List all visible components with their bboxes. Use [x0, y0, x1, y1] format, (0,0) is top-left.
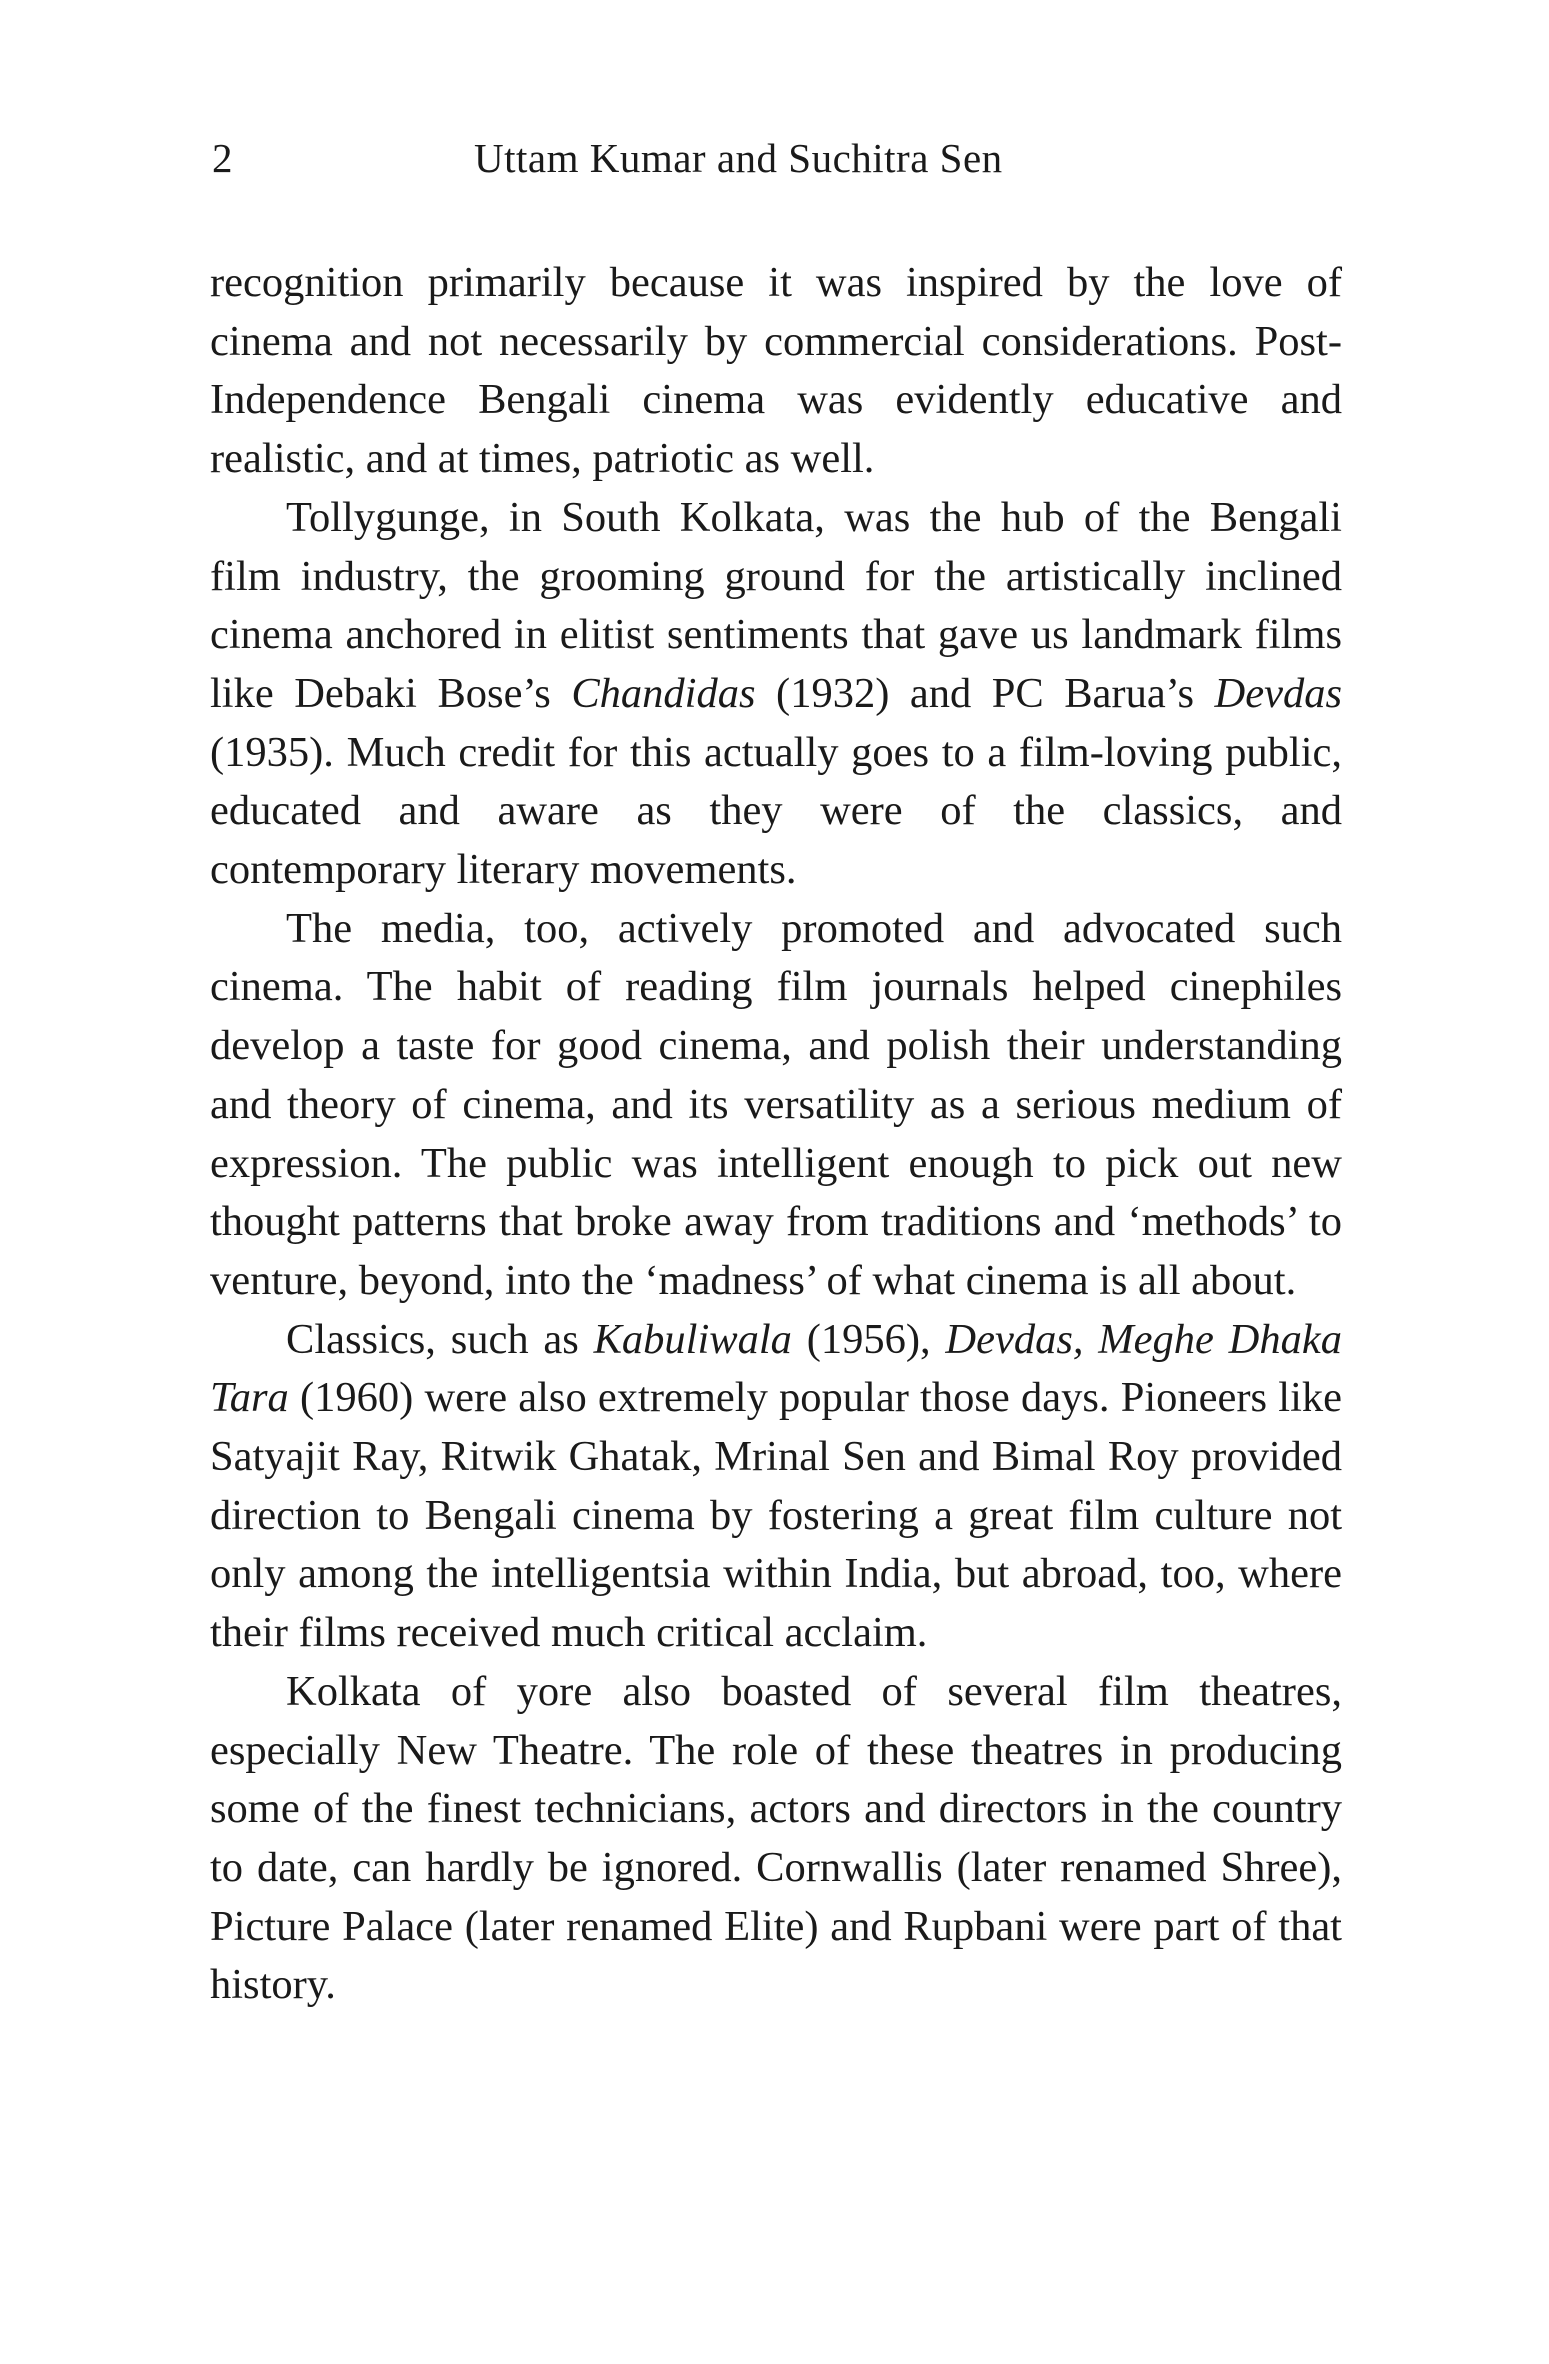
running-head — [212, 128, 1342, 188]
paragraph-3 — [210, 900, 1342, 1311]
running-title: Uttam Kumar and Suchitra Sen — [474, 135, 1003, 181]
paragraph-4 — [210, 1311, 1342, 1663]
page-number: 2 — [212, 135, 233, 181]
paragraph-2-text-c: (1935). Much credit for this actually goes to a film-loving public, educated and aware as they were of the classics, and contemporary literary movements. — [210, 728, 1342, 894]
film-title-devdas-meghe-dhaka-tara: Devdas, Meghe Dhaka Tara — [210, 1315, 1342, 1422]
paragraph-4-text-c: (1960) were also extremely popular those days. Pioneers like Satyajit Ray, Ritwik Ghatak, Mrinal Sen and Bimal Roy provided direction to Bengali cinema by fostering a great film culture not only among the intelligentsia within India, but abroad, too, where their films received much critical acclaim. — [210, 1374, 1342, 1657]
paragraph-2-text-b: (1932) and PC Barua’s — [755, 669, 1215, 717]
paragraph-4-text-a: Classics, such as — [286, 1315, 594, 1363]
film-title-devdas: Devdas — [1214, 669, 1342, 717]
paragraph-1-text: recognition primarily because it was inspired by the love of cinema and not necessarily by commercial considerations. Post-Independence Bengali cinema was evidently educative and realistic, and at times, patriotic as well. — [210, 259, 1342, 483]
paragraph-3-text: The media, too, actively promoted and advocated such cinema. The habit of reading film journals helped cinephiles develop a taste for good cinema, and polish their understanding and theory of cinema, and its versatility as a serious medium of expression. The public was intelligent enough to pick out new thought patterns that broke away from traditions and ‘methods’ to venture, beyond, into the ‘madness’ of what cinema is all about. — [210, 904, 1342, 1304]
paragraph-4-text-b: (1956), — [791, 1315, 946, 1363]
film-title-chandidas: Chandidas — [571, 669, 756, 717]
film-title-kabuliwala: Kabuliwala — [593, 1315, 792, 1363]
paragraph-5-text: Kolkata of yore also boasted of several film theatres, especially New Theatre. The role of these theatres in producing some of the finest technicians, actors and directors in the country to date, can hardly be ignored. Cornwallis (later renamed Shree), Picture Palace (later renamed Elite) and Rupbani were part of that history. — [210, 1667, 1342, 2009]
paragraph-2 — [210, 489, 1342, 900]
paragraph-2-text-a: Tollygunge, in South Kolkata, was the hub of the Bengali film industry, the grooming ground for the artistically inclined cinema anchored in elitist sentiments that gave us landmark films like Debaki Bose’s — [210, 493, 1342, 717]
paragraph-1 — [210, 254, 1342, 489]
paragraph-5 — [210, 1663, 1342, 2015]
body-text — [210, 254, 1342, 2015]
